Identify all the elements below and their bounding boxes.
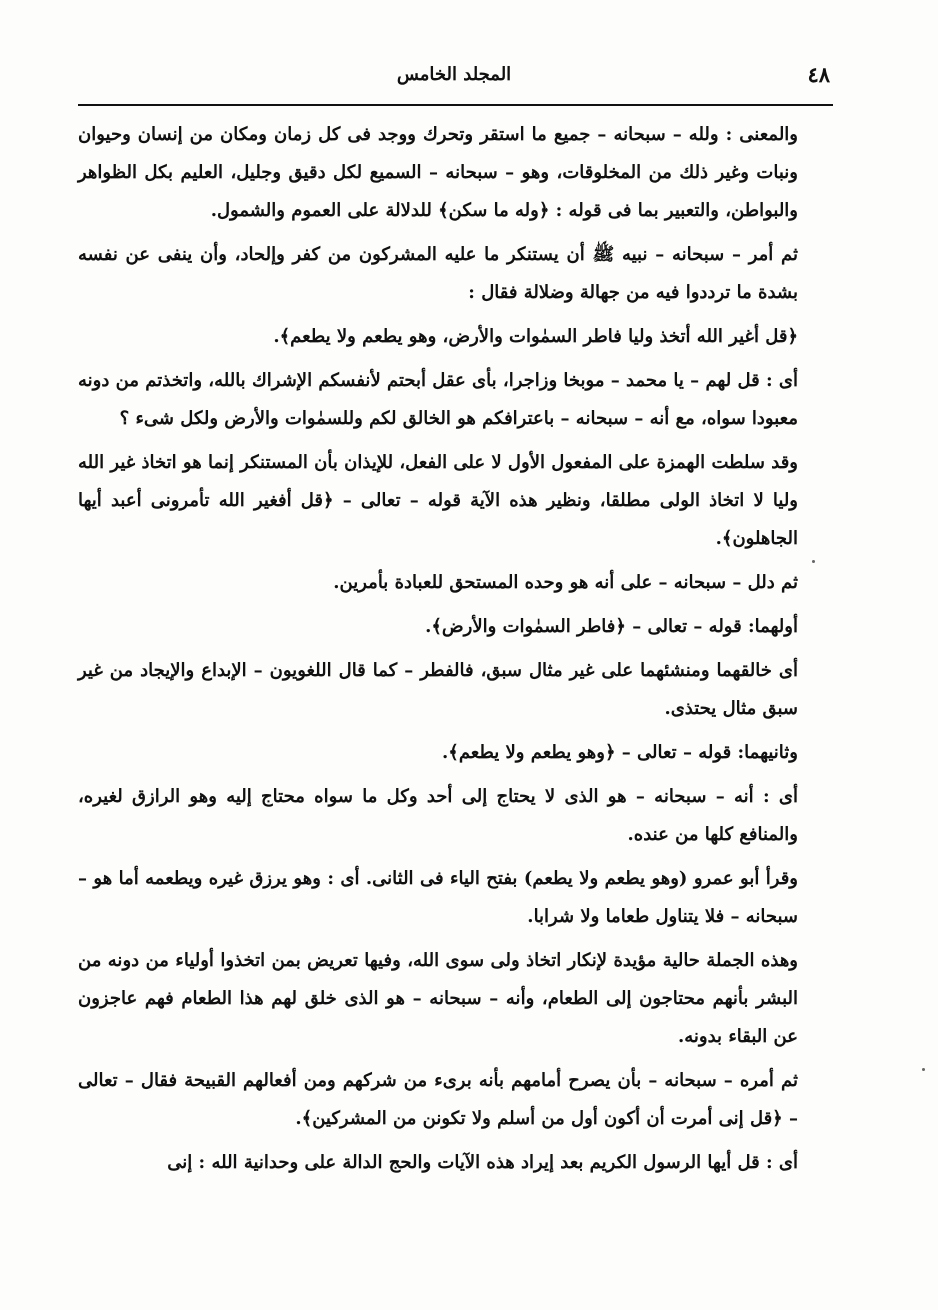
- paragraph: ثم دلل – سبحانه – على أنه هو وحده المستحق للعبادة بأمرين.: [333, 572, 798, 593]
- paragraph: وثانيهما: قوله – تعالى – ﴿وهو يطعم ولا يطعم﴾.: [442, 742, 798, 763]
- paragraph: أى : أنه – سبحانه – هو الذى لا يحتاج إلى أحد وكل ما سواه محتاج إليه وهو الرازق لغيره، والمنافع كلها من عنده.: [78, 786, 798, 845]
- paragraph: ثم أمره – سبحانه – بأن يصرح أمامهم بأنه برىء من شركهم ومن أفعالهم القبيحة فقال – تعالى – ﴿قل إنى أمرت أن أكون أول من أسلم ولا تكونن من المشركين﴾.: [78, 1070, 798, 1129]
- paragraph: وهذه الجملة حالية مؤيدة لإنكار اتخاذ ولى سوى الله، وفيها تعريض بمن اتخذوا أولياء من دونه من البشر بأنهم محتاجون إلى الطعام، وأنه – سبحانه – هو الذى خلق لهم هذا الطعام فهم عاجزون عن البقاء بدونه.: [78, 950, 798, 1047]
- quran-verse: ﴿قل أغير الله أتخذ وليا فاطر السمٰوات والأرض، وهو يطعم ولا يطعم﴾.: [273, 326, 798, 347]
- header-rule: [78, 104, 833, 106]
- paragraph: وقد سلطت الهمزة على المفعول الأول لا على الفعل، للإيذان بأن المستنكر إنما هو اتخاذ غير الله وليا لا اتخاذ الولى مطلقا، ونظير هذه الآية قوله – تعالى – ﴿قل أفغير الله تأمرونى أعبد أيها الجاهلون﴾.: [78, 452, 798, 549]
- running-title: المجلد الخامس: [396, 64, 512, 85]
- paragraph: والمعنى : ولله – سبحانه – جميع ما استقر وتحرك ووجد فى كل زمان ومكان من إنسان وحيوان ونبات وغير ذلك من المخلوقات، وهو – سبحانه – السميع لكل دقيق وجليل، العليم بكل الظواهر والبواطن، والتعبير بما فى قوله : ﴿وله ما سكن﴾ للدلالة على العموم والشمول.: [78, 124, 798, 221]
- body-text: [78, 116, 832, 1188]
- paragraph: أى خالقهما ومنشئهما على غير مثال سبق، فالفطر – كما قال اللغويون – الإبداع والإيجاد من غير سبق مثال يحتذى.: [78, 660, 798, 719]
- paragraph: أولهما: قوله – تعالى – ﴿فاطر السمٰوات والأرض﴾.: [425, 616, 798, 637]
- page-header: [78, 62, 830, 102]
- scan-speck: [812, 560, 815, 563]
- scan-speck: [922, 1068, 925, 1071]
- paragraph: وقرأ أبو عمرو (وهو يطعم ولا يطعم) بفتح الياء فى الثانى. أى : وهو يرزق غيره ويطعمه أما هو – سبحانه – فلا يتناول طعاما ولا شرابا.: [78, 868, 798, 927]
- page-number: ٤٨: [807, 62, 830, 87]
- paragraph: ثم أمر – سبحانه – نبيه ﷺ أن يستنكر ما عليه المشركون من كفر وإلحاد، وأن ينفى عن نفسه بشدة ما ترددوا فيه من جهالة وضلالة فقال :: [78, 244, 798, 303]
- paragraph: أى : قل لهم – يا محمد – موبخا وزاجرا، بأى عقل أبحتم لأنفسكم الإشراك بالله، واتخذتم من دونه معبودا سواه، مع أنه – سبحانه – باعترافكم هو الخالق لكم وللسمٰوات والأرض ولكل شىء ؟: [78, 370, 798, 429]
- paragraph: أى : قل أيها الرسول الكريم بعد إيراد هذه الآيات والحج الدالة على وحدانية الله : إنى: [167, 1152, 798, 1173]
